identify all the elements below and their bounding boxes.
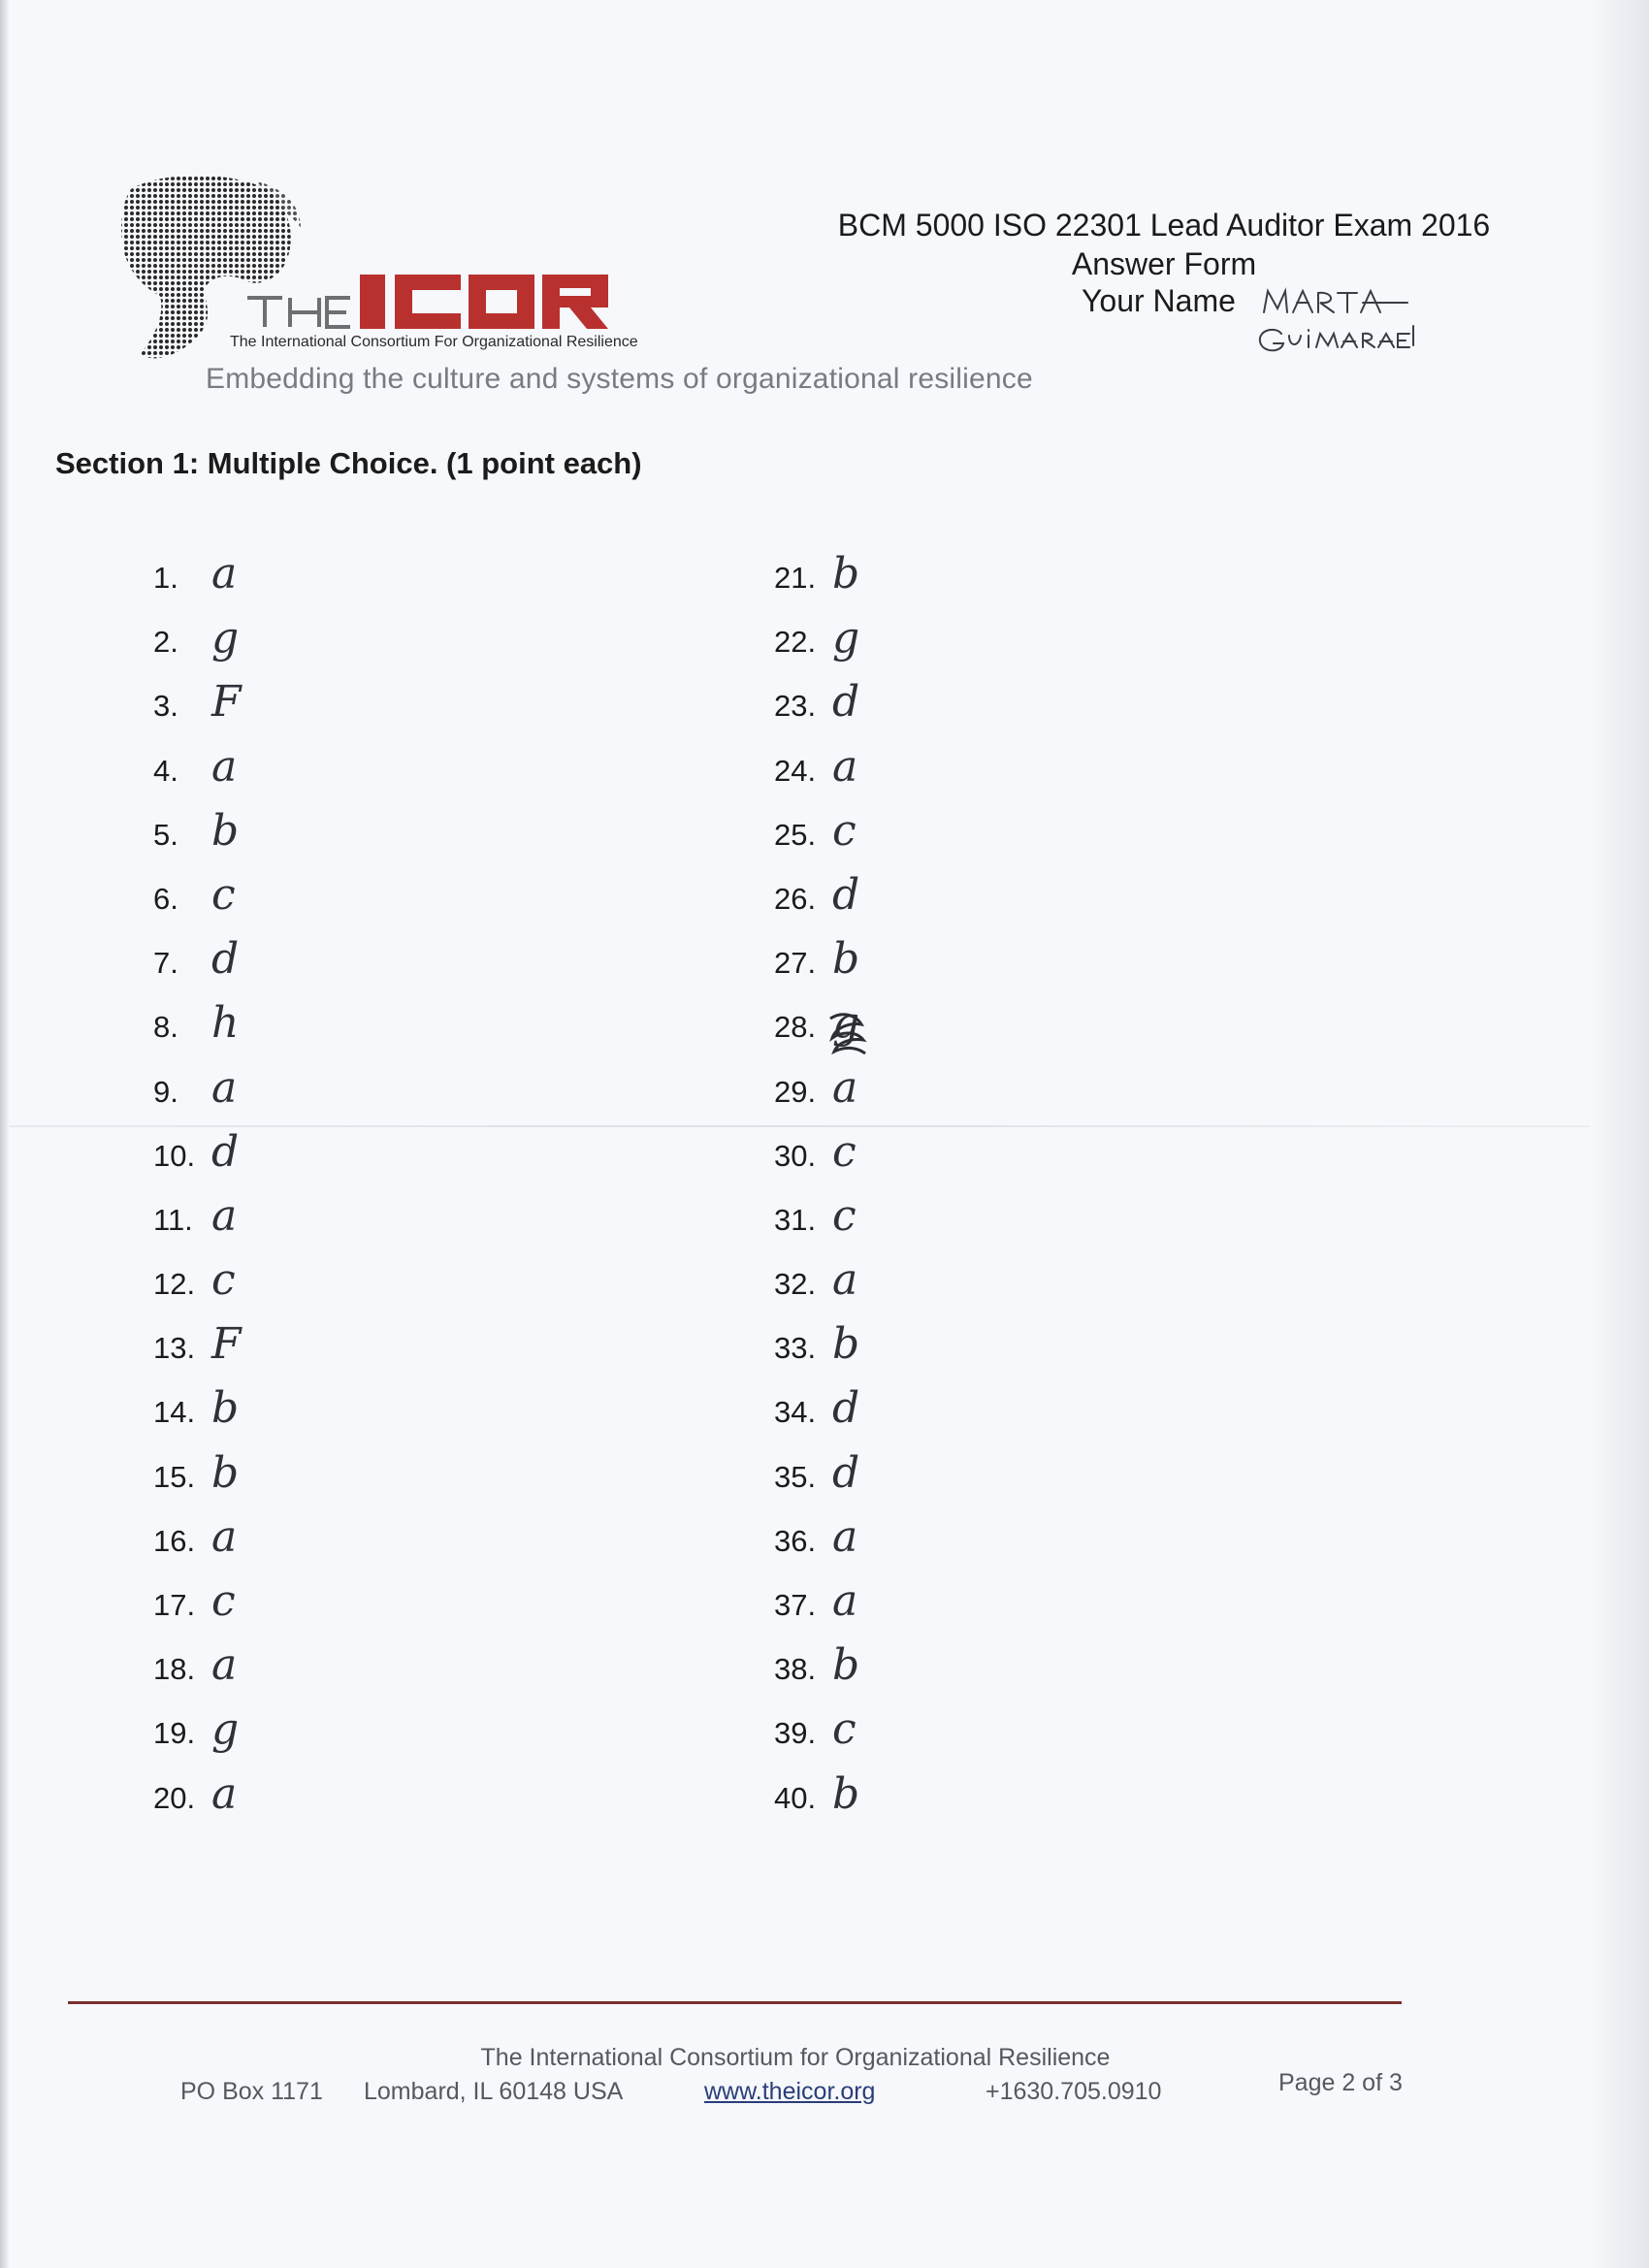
question-number: 34.	[774, 1395, 817, 1430]
handwritten-answer: b	[211, 1447, 240, 1498]
handwritten-answer: b	[211, 1383, 240, 1434]
answers-column-right	[774, 551, 1162, 1835]
footer-org-name: The International Consortium for Organizational Resilience	[480, 2044, 1111, 2071]
answer-row	[153, 1447, 541, 1514]
answer-row	[774, 805, 1162, 872]
question-number: 38.	[774, 1652, 817, 1687]
handwritten-answer: b	[832, 934, 860, 985]
handwritten-answer: a	[832, 741, 858, 792]
handwritten-answer: a	[211, 741, 238, 792]
handwritten-answer: c	[832, 1126, 857, 1177]
question-number: 10.	[153, 1138, 196, 1173]
question-number: 3.	[153, 689, 178, 724]
question-number: 33.	[774, 1331, 817, 1366]
handwritten-answer: d	[211, 1126, 240, 1177]
question-number: 12.	[153, 1267, 196, 1302]
answer-row	[153, 1062, 541, 1129]
answer-row	[153, 1511, 541, 1578]
footer-phone: +1630.705.0910	[986, 2078, 1162, 2105]
answer-row	[153, 936, 541, 1000]
question-number: 20.	[153, 1780, 196, 1815]
question-number: 13.	[153, 1331, 196, 1366]
answer-row	[774, 1062, 1162, 1129]
scan-left-edge	[0, 0, 10, 2268]
answer-row	[153, 615, 541, 679]
handwritten-answer: a	[832, 1511, 858, 1562]
name-label: Your Name	[1082, 283, 1236, 318]
question-number: 31.	[774, 1202, 817, 1237]
handwritten-answer: a	[211, 1062, 238, 1113]
page-number: Page 2 of 3	[1278, 2069, 1403, 2096]
answer-row	[153, 679, 541, 743]
answer-row	[774, 869, 1162, 936]
answer-row	[774, 1190, 1162, 1257]
handwritten-answer: d	[832, 677, 860, 728]
question-number: 1.	[153, 561, 178, 595]
answer-row	[153, 1578, 541, 1642]
handwritten-answer: F	[211, 677, 242, 728]
question-number: 28.	[774, 1010, 817, 1045]
answer-row	[774, 1511, 1162, 1578]
answer-row	[774, 1578, 1162, 1642]
question-number: 21.	[774, 561, 817, 595]
handwritten-answer: b	[832, 1319, 860, 1370]
question-number: 16.	[153, 1523, 196, 1558]
question-number: 35.	[774, 1459, 817, 1494]
question-number: 2.	[153, 625, 178, 660]
answer-row	[774, 1768, 1162, 1835]
handwritten-answer: h	[211, 998, 240, 1049]
answer-row	[153, 805, 541, 872]
handwritten-answer: c	[211, 1576, 236, 1626]
handwritten-answer: a	[832, 1255, 858, 1306]
answer-row	[153, 1768, 541, 1835]
question-number: 37.	[774, 1588, 817, 1622]
question-number: 4.	[153, 753, 178, 788]
question-number: 15.	[153, 1459, 196, 1494]
footer-po-box: PO Box 1171	[180, 2078, 323, 2105]
handwritten-answer: c	[832, 1704, 857, 1755]
question-number: 30.	[774, 1138, 817, 1173]
handwritten-answer: a	[211, 1511, 238, 1562]
exam-title: BCM 5000 ISO 22301 Lead Auditor Exam 2016	[837, 208, 1491, 243]
answer-row	[774, 551, 1162, 615]
handwritten-answer: b	[211, 805, 240, 856]
question-number: 5.	[153, 817, 178, 852]
handwritten-answer: a	[832, 1576, 858, 1626]
answer-row	[153, 1190, 541, 1257]
answer-row	[774, 1642, 1162, 1706]
answer-row	[153, 1706, 541, 1770]
answer-row	[774, 936, 1162, 1000]
handwritten-answer: g	[832, 613, 860, 664]
answer-row	[153, 1642, 541, 1706]
question-number: 22.	[774, 625, 817, 660]
answer-row	[774, 1126, 1162, 1193]
question-number: 18.	[153, 1652, 196, 1687]
footer-city: Lombard, IL 60148 USA	[364, 2078, 624, 2105]
handwritten-answer: d	[211, 934, 240, 985]
handwritten-answer: c	[211, 1255, 236, 1306]
handwritten-answer: a	[211, 549, 238, 599]
handwritten-answer: c	[832, 1190, 857, 1241]
question-number: 27.	[774, 946, 817, 981]
question-number: 29.	[774, 1074, 817, 1109]
tagline: Embedding the culture and systems of organizational resilience	[206, 363, 1033, 395]
handwritten-answer: a	[211, 1768, 238, 1819]
handwritten-name	[1256, 283, 1421, 371]
footer-website-link[interactable]: www.theicor.org	[704, 2078, 876, 2105]
answer-row	[774, 1447, 1162, 1514]
answer-row	[153, 869, 541, 936]
answer-row	[774, 679, 1162, 743]
question-number: 40.	[774, 1780, 817, 1815]
exam-header	[776, 206, 1552, 283]
answer-row	[774, 1257, 1162, 1321]
question-number: 19.	[153, 1716, 196, 1751]
handwritten-answer: g	[211, 1704, 240, 1755]
question-number: 11.	[153, 1202, 193, 1237]
handwritten-answer: b	[832, 549, 860, 599]
answer-row	[153, 551, 541, 615]
answer-row	[153, 1000, 541, 1064]
handwritten-answer: b	[832, 1640, 860, 1691]
logo-subtitle: The International Consortium For Organizational Resilience	[230, 334, 638, 350]
crossed-out-scribble	[823, 1009, 871, 1057]
form-name: Answer Form	[1071, 246, 1257, 281]
question-number: 32.	[774, 1267, 817, 1302]
question-number: 39.	[774, 1716, 817, 1751]
question-number: 17.	[153, 1588, 196, 1622]
answer-row	[774, 1706, 1162, 1770]
question-number: 23.	[774, 689, 817, 724]
question-number: 14.	[153, 1395, 196, 1430]
question-number: 25.	[774, 817, 817, 852]
question-number: 8.	[153, 1010, 178, 1045]
answer-row	[774, 615, 1162, 679]
handwritten-answer: a	[211, 1640, 238, 1691]
answer-row	[774, 1321, 1162, 1385]
question-number: 26.	[774, 881, 817, 916]
question-number: 24.	[774, 753, 817, 788]
answer-row	[774, 741, 1162, 808]
answer-row	[153, 1385, 541, 1449]
footer-divider	[68, 2001, 1402, 2004]
answer-row	[153, 1257, 541, 1321]
question-number: 7.	[153, 946, 178, 981]
handwritten-answer: d	[832, 1383, 860, 1434]
scan-right-edge	[1591, 0, 1649, 2268]
handwritten-answer: a	[211, 1190, 238, 1241]
handwritten-answer: g	[832, 998, 860, 1049]
answer-row	[153, 1321, 541, 1385]
answers-column-left	[153, 551, 541, 1835]
handwritten-answer: g	[211, 613, 240, 664]
handwritten-answer: b	[832, 1768, 860, 1819]
question-number: 36.	[774, 1523, 817, 1558]
answer-row	[153, 1126, 541, 1193]
handwritten-answer: d	[832, 1447, 860, 1498]
handwritten-answer: F	[211, 1319, 242, 1370]
handwritten-answer: c	[211, 869, 236, 920]
handwritten-answer: d	[832, 869, 860, 920]
handwritten-answer: a	[832, 1062, 858, 1113]
question-number: 6.	[153, 881, 178, 916]
question-number: 9.	[153, 1074, 178, 1109]
answer-row	[153, 741, 541, 808]
answer-row	[774, 1385, 1162, 1449]
handwritten-answer: c	[832, 805, 857, 856]
section-title: Section 1: Multiple Choice. (1 point each)	[55, 446, 642, 480]
